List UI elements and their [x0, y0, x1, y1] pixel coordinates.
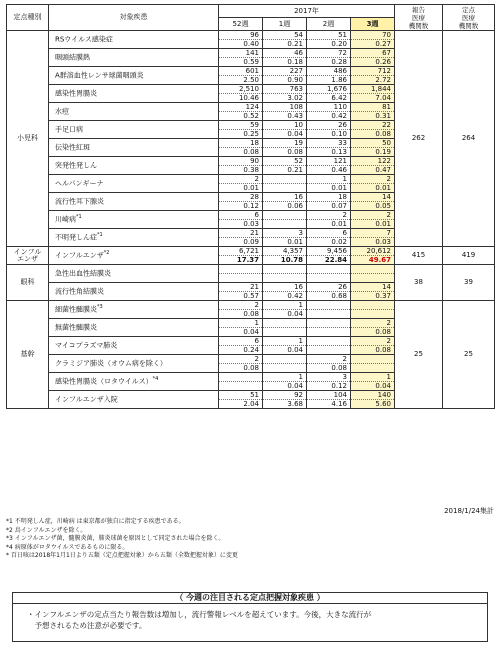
- case-count: [307, 301, 351, 310]
- case-count: 601: [219, 67, 263, 76]
- disease-name: [49, 175, 219, 193]
- disease-label: インフルエンザ入院: [55, 395, 118, 404]
- per-site-rate: 0.08: [219, 148, 263, 157]
- case-count: 3: [263, 229, 307, 238]
- disease-name: [49, 31, 219, 49]
- per-site-rate: [263, 220, 307, 229]
- disease-label: 感染性胃腸炎（ロタウイルス）: [55, 377, 153, 386]
- per-site-rate: 0.08: [219, 310, 263, 319]
- disease-label: 流行性耳下腺炎: [55, 197, 104, 206]
- surveillance-table: [6, 4, 495, 409]
- per-site-rate: 0.08: [219, 364, 263, 373]
- per-site-rate: 4.16: [307, 400, 351, 409]
- per-site-rate: 0.05: [351, 202, 395, 211]
- per-site-rate: 0.08: [351, 328, 395, 337]
- footnote: *4 病原体がロタウイルスであるものに限る。: [6, 543, 129, 551]
- per-site-rate: 0.68: [307, 292, 351, 301]
- case-count: 110: [307, 103, 351, 112]
- per-site-rate: 2.50: [219, 76, 263, 85]
- case-count: [219, 373, 263, 382]
- disease-label: 水痘: [55, 107, 69, 116]
- case-count: 140: [351, 391, 395, 400]
- case-count: 21: [219, 283, 263, 292]
- per-site-rate: 3.02: [263, 94, 307, 103]
- per-site-rate: 0.09: [219, 238, 263, 247]
- per-site-rate: 2.72: [351, 76, 395, 85]
- header-category: 定点種別: [7, 5, 49, 31]
- case-count: 3: [307, 373, 351, 382]
- disease-label: RSウイルス感染症: [55, 35, 113, 44]
- fixed-count: 39: [443, 265, 495, 301]
- footnotes: [6, 518, 238, 561]
- disease-name: [49, 373, 219, 391]
- case-count: 6,721: [219, 247, 263, 256]
- per-site-rate: 5.60: [351, 400, 395, 409]
- case-count: 7: [351, 229, 395, 238]
- per-site-rate: 0.08: [307, 364, 351, 373]
- case-count: 2: [351, 337, 395, 346]
- case-count: [351, 301, 395, 310]
- case-count: [263, 265, 307, 274]
- case-count: 2: [307, 355, 351, 364]
- highlight-text: ・インフルエンザの定点当たり報告数は増加し，流行警報レベルを超えています。今後，大きな流行が 予想されるため注意が必要です。: [27, 610, 372, 630]
- highlight-title: （ 今週の注目される定点把握対象疾患 ）: [13, 592, 487, 604]
- per-site-rate: 0.04: [351, 382, 395, 391]
- case-count: [351, 355, 395, 364]
- footnote-ref: *1: [97, 232, 103, 239]
- per-site-rate: 49.67: [351, 256, 395, 265]
- case-count: 46: [263, 49, 307, 58]
- per-site-rate: 0.47: [351, 166, 395, 175]
- per-site-rate: 0.01: [263, 238, 307, 247]
- header-week: 2週: [307, 18, 351, 31]
- disease-name: [49, 121, 219, 139]
- case-count: 70: [351, 31, 395, 40]
- disease-label: 咽頭結膜熱: [55, 53, 90, 62]
- per-site-rate: 0.12: [307, 382, 351, 391]
- per-site-rate: 0.04: [263, 310, 307, 319]
- case-count: 51: [219, 391, 263, 400]
- case-count: 26: [307, 283, 351, 292]
- case-count: 10: [263, 121, 307, 130]
- disease-label: 手足口病: [55, 125, 83, 134]
- case-count: 2: [219, 175, 263, 184]
- per-site-rate: [307, 328, 351, 337]
- per-site-rate: 0.59: [219, 58, 263, 67]
- per-site-rate: 0.43: [263, 112, 307, 121]
- per-site-rate: 0.21: [263, 40, 307, 49]
- case-count: 20,612: [351, 247, 395, 256]
- per-site-rate: 0.03: [351, 238, 395, 247]
- per-site-rate: 0.08: [351, 130, 395, 139]
- per-site-rate: 0.27: [351, 40, 395, 49]
- case-count: 18: [307, 193, 351, 202]
- per-site-rate: 0.04: [219, 328, 263, 337]
- disease-name: [49, 355, 219, 373]
- case-count: 2: [219, 301, 263, 310]
- case-count: 1: [219, 319, 263, 328]
- disease-name: [49, 247, 219, 265]
- per-site-rate: 17.37: [219, 256, 263, 265]
- per-site-rate: 22.84: [307, 256, 351, 265]
- case-count: [307, 319, 351, 328]
- per-site-rate: 0.37: [351, 292, 395, 301]
- fixed-count: 419: [443, 247, 495, 265]
- case-count: 2: [351, 319, 395, 328]
- disease-label: A群溶血性レンサ球菌咽頭炎: [55, 71, 144, 80]
- fixed-count: 264: [443, 31, 495, 247]
- per-site-rate: 0.04: [263, 130, 307, 139]
- case-count: 763: [263, 85, 307, 94]
- disease-label: 突発性発しん: [55, 161, 97, 170]
- case-count: 19: [263, 139, 307, 148]
- per-site-rate: [263, 364, 307, 373]
- case-count: [263, 175, 307, 184]
- disease-label: ヘルパンギーナ: [55, 179, 104, 188]
- per-site-rate: 7.04: [351, 94, 395, 103]
- disease-label: マイコプラズマ肺炎: [55, 341, 118, 350]
- per-site-rate: 0.24: [219, 346, 263, 355]
- case-count: 16: [263, 283, 307, 292]
- disease-name: [49, 85, 219, 103]
- category-label: インフル エンザ: [7, 247, 49, 265]
- footnote: *3 インフルエンザ菌，髄膜炎菌，肺炎球菌を原因として同定された場合を除く。: [6, 535, 225, 542]
- case-count: 72: [307, 49, 351, 58]
- per-site-rate: 0.01: [351, 220, 395, 229]
- reporting-count: 38: [395, 265, 443, 301]
- case-count: [307, 337, 351, 346]
- disease-name: [49, 283, 219, 301]
- per-site-rate: 0.01: [307, 184, 351, 193]
- per-site-rate: 0.42: [307, 112, 351, 121]
- per-site-rate: 0.03: [219, 220, 263, 229]
- case-count: 54: [263, 31, 307, 40]
- case-count: 18: [219, 139, 263, 148]
- per-site-rate: 0.07: [307, 202, 351, 211]
- per-site-rate: 0.42: [263, 292, 307, 301]
- disease-name: [49, 301, 219, 319]
- per-site-rate: [351, 310, 395, 319]
- footnote: * 百日咳は2018年1月1日より五類（定点把握対象）から五類（全数把握対象）に変更: [6, 552, 238, 559]
- case-count: 141: [219, 49, 263, 58]
- disease-name: [49, 139, 219, 157]
- footnote-ref: *1: [76, 214, 82, 221]
- disease-name: [49, 229, 219, 247]
- case-count: 1: [263, 337, 307, 346]
- category-label: 基幹: [7, 301, 49, 409]
- per-site-rate: 0.04: [263, 346, 307, 355]
- footnote-ref: *4: [152, 376, 159, 383]
- per-site-rate: 0.01: [351, 184, 395, 193]
- case-count: [263, 211, 307, 220]
- header-reporting: 報告 医療 機関数: [395, 5, 443, 31]
- report-container: [6, 4, 494, 515]
- case-count: 21: [219, 229, 263, 238]
- per-site-rate: [307, 346, 351, 355]
- disease-name: [49, 67, 219, 85]
- per-site-rate: 0.52: [219, 112, 263, 121]
- case-count: 1: [263, 301, 307, 310]
- per-site-rate: 0.08: [263, 148, 307, 157]
- per-site-rate: 6.42: [307, 94, 351, 103]
- per-site-rate: [307, 310, 351, 319]
- case-count: [263, 319, 307, 328]
- case-count: 67: [351, 49, 395, 58]
- case-count: 4,357: [263, 247, 307, 256]
- case-count: 6: [219, 211, 263, 220]
- disease-label: 無菌性髄膜炎: [55, 323, 97, 332]
- case-count: 50: [351, 139, 395, 148]
- case-count: 1,844: [351, 85, 395, 94]
- case-count: 33: [307, 139, 351, 148]
- case-count: 712: [351, 67, 395, 76]
- per-site-rate: [263, 184, 307, 193]
- case-count: 26: [307, 121, 351, 130]
- disease-name: [49, 103, 219, 121]
- header-week: 1週: [263, 18, 307, 31]
- category-label: 小児科: [7, 31, 49, 247]
- per-site-rate: [219, 274, 263, 283]
- case-count: 122: [351, 157, 395, 166]
- disease-name: [49, 337, 219, 355]
- case-count: 51: [307, 31, 351, 40]
- per-site-rate: 0.06: [263, 202, 307, 211]
- case-count: 92: [263, 391, 307, 400]
- per-site-rate: 0.40: [219, 40, 263, 49]
- disease-label: クラミジア肺炎（オウム病を除く）: [55, 359, 167, 368]
- per-site-rate: 10.46: [219, 94, 263, 103]
- case-count: 2: [307, 211, 351, 220]
- case-count: 2,510: [219, 85, 263, 94]
- disease-label: 不明発しん症: [55, 233, 97, 242]
- disease-label: 急性出血性結膜炎: [55, 269, 111, 278]
- per-site-rate: 0.01: [307, 220, 351, 229]
- case-count: 104: [307, 391, 351, 400]
- per-site-rate: [351, 274, 395, 283]
- reporting-count: 25: [395, 301, 443, 409]
- per-site-rate: 0.13: [307, 148, 351, 157]
- aggregation-date: 2018/1/24集計: [444, 507, 494, 515]
- case-count: 2: [351, 175, 395, 184]
- header-year: 2017年: [219, 5, 395, 18]
- case-count: 1,676: [307, 85, 351, 94]
- per-site-rate: 1.86: [307, 76, 351, 85]
- disease-label: 流行性角結膜炎: [55, 287, 104, 296]
- per-site-rate: 0.08: [351, 346, 395, 355]
- case-count: 6: [307, 229, 351, 238]
- per-site-rate: 0.38: [219, 166, 263, 175]
- per-site-rate: 3.68: [263, 400, 307, 409]
- case-count: [219, 265, 263, 274]
- per-site-rate: 2.04: [219, 400, 263, 409]
- case-count: 81: [351, 103, 395, 112]
- per-site-rate: [263, 274, 307, 283]
- footnote: *1 不明発しん症，川崎病 は東京都が独自に指定する疾患である。: [6, 518, 185, 525]
- case-count: 227: [263, 67, 307, 76]
- case-count: 22: [351, 121, 395, 130]
- per-site-rate: 0.18: [263, 58, 307, 67]
- case-count: 2: [219, 355, 263, 364]
- disease-name: [49, 49, 219, 67]
- per-site-rate: 0.02: [307, 238, 351, 247]
- footnote-ref: *3: [97, 304, 103, 311]
- disease-label: 伝染性紅斑: [55, 143, 90, 152]
- case-count: 108: [263, 103, 307, 112]
- disease-label: 川崎病: [55, 215, 76, 224]
- per-site-rate: 0.28: [307, 58, 351, 67]
- disease-name: [49, 319, 219, 337]
- per-site-rate: 0.04: [263, 382, 307, 391]
- case-count: 14: [351, 283, 395, 292]
- case-count: 52: [263, 157, 307, 166]
- category-label: 眼科: [7, 265, 49, 301]
- case-count: 486: [307, 67, 351, 76]
- header-fixed: 定点 医療 機関数: [443, 5, 495, 31]
- per-site-rate: [351, 364, 395, 373]
- case-count: 96: [219, 31, 263, 40]
- disease-name: [49, 193, 219, 211]
- case-count: 1: [307, 175, 351, 184]
- footnote: *2 鳥インフルエンザを除く。: [6, 526, 87, 534]
- disease-name: [49, 391, 219, 409]
- disease-label: インフルエンザ: [55, 251, 104, 260]
- per-site-rate: 0.31: [351, 112, 395, 121]
- disease-name: [49, 265, 219, 283]
- case-count: 90: [219, 157, 263, 166]
- case-count: 6: [219, 337, 263, 346]
- per-site-rate: [219, 382, 263, 391]
- case-count: 59: [219, 121, 263, 130]
- case-count: 14: [351, 193, 395, 202]
- disease-name: [49, 157, 219, 175]
- per-site-rate: 0.46: [307, 166, 351, 175]
- case-count: 9,456: [307, 247, 351, 256]
- header-disease: 対象疾患: [49, 5, 219, 31]
- case-count: 1: [263, 373, 307, 382]
- disease-name: [49, 211, 219, 229]
- per-site-rate: 0.19: [351, 148, 395, 157]
- per-site-rate: 0.20: [307, 40, 351, 49]
- case-count: [307, 265, 351, 274]
- per-site-rate: 0.26: [351, 58, 395, 67]
- footnote-ref: *2: [103, 250, 110, 257]
- per-site-rate: 0.01: [219, 184, 263, 193]
- per-site-rate: 10.78: [263, 256, 307, 265]
- reporting-count: 262: [395, 31, 443, 247]
- per-site-rate: 0.21: [263, 166, 307, 175]
- per-site-rate: [307, 274, 351, 283]
- fixed-count: 25: [443, 301, 495, 409]
- case-count: 28: [219, 193, 263, 202]
- per-site-rate: 0.10: [307, 130, 351, 139]
- case-count: [263, 355, 307, 364]
- case-count: 2: [351, 211, 395, 220]
- header-week-current: 3週: [351, 18, 395, 31]
- reporting-count: 415: [395, 247, 443, 265]
- highlight-box: [12, 592, 488, 642]
- header-week: 52週: [219, 18, 263, 31]
- disease-label: 感染性胃腸炎: [55, 89, 97, 98]
- disease-label: 細菌性髄膜炎: [55, 305, 97, 314]
- per-site-rate: 0.12: [219, 202, 263, 211]
- per-site-rate: 0.25: [219, 130, 263, 139]
- case-count: 16: [263, 193, 307, 202]
- per-site-rate: 0.90: [263, 76, 307, 85]
- per-site-rate: 0.57: [219, 292, 263, 301]
- case-count: 124: [219, 103, 263, 112]
- case-count: 121: [307, 157, 351, 166]
- case-count: 1: [351, 373, 395, 382]
- case-count: [351, 265, 395, 274]
- per-site-rate: [263, 328, 307, 337]
